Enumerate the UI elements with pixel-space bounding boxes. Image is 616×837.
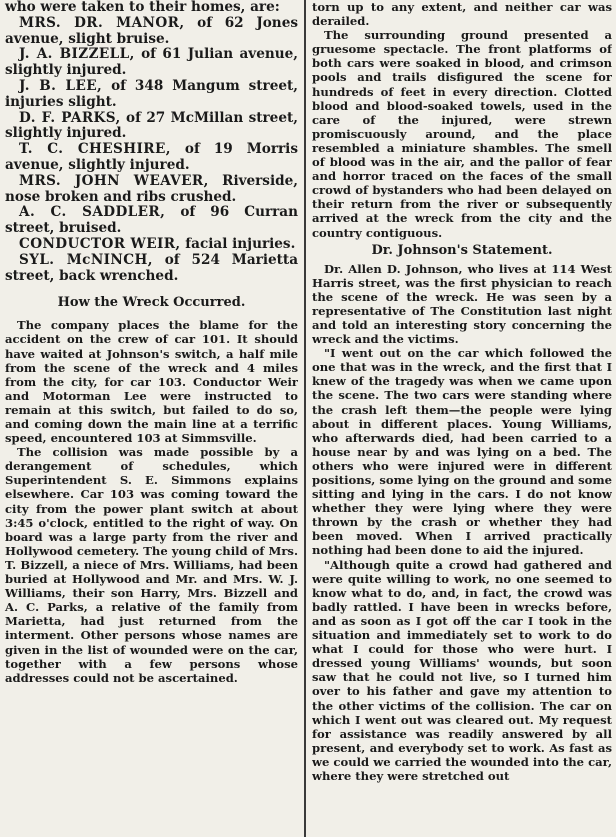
wounded-entry <box>5 79 298 111</box>
wounded-name: J. B. LEE, <box>19 77 103 94</box>
wounded-entry <box>5 174 298 206</box>
wounded-detail: of 524 Marietta street, back wrenched. <box>5 251 298 284</box>
wounded-name: CONDUCTOR WEIR, <box>19 235 181 252</box>
wounded-name: MRS. JOHN WEAVER, <box>19 172 209 189</box>
wounded-detail: Riverside, nose broken and ribs crushed. <box>5 172 298 205</box>
wounded-detail: of 96 Curran street, bruised. <box>5 204 298 237</box>
wounded-entry <box>5 111 298 143</box>
article-paragraph: The collision was made possible by a derangement of schedules, which Superintendent S. E. Simmons explains elsewhere. Car 103 was coming toward the city from the power plant switch at about 3:45 o'clock, entitled to the right of way. On board was a large party from the river and Hollywood cemetery. The young child of Mrs. T. Bizzell, a niece of Mrs. Williams, had been buried at Hollywood and Mr. and Mrs. W. J. Williams, their son Harry, Mrs. Bizzell and A. C. Parks, a relative of the family from Marietta, had just returned from the interment. Other persons whose names are given in the list of wounded were on the car, together with a few persons whose addresses could not be ascertained. <box>5 445 298 685</box>
wounded-entry <box>5 142 298 174</box>
wounded-entry <box>5 253 298 285</box>
article-paragraph: Dr. Allen D. Johnson, who lives at 114 West Harris street, was the first physician to reach the scene of the wreck. He was seen by a representative of The Constitution last night and told an interesting story concerning the wreck and the victims. <box>312 261 612 347</box>
wounded-detail: facial injuries. <box>185 235 296 252</box>
article-paragraph: torn up to any extent, and neither car was derailed. <box>312 0 612 29</box>
article-paragraph: "Although quite a crowd had gathered and were quite willing to work, no one seemed to know what to do, and, in fact, the crowd was badly rattled. I have been in wrecks before, and as soon as I got off the car I took in the situation and immediately set to work to do what I could for those who were hurt. I dressed young Williams' wounds, but soon saw that he could not live, so I turned him over to his father and gave my attention to the other victims of the collision. The car on which I went out was cleared out. My request for assistance was readily answered by all present, and everybody set to work. As fast as we could we carried the wounded into the car, where they were stretched out <box>312 557 612 783</box>
wounded-detail: of 19 Morris avenue, slightly injured. <box>5 141 298 173</box>
article-paragraph: The company places the blame for the accident on the crew of car 101. It should have waited at Johnson's switch, a half mile from the scene of the wreck and 4 miles from the city, for car 103. Conductor Weir and Motorman Lee were instructed to remain at this switch, but failed to do so, and coming down the main line at a terrific speed, encountered 103 at Simmsville. <box>5 318 298 446</box>
column-rule <box>304 0 306 837</box>
wounded-name: SYL. McNINCH, <box>19 251 153 268</box>
wounded-intro: who were taken to their homes, are: <box>5 0 280 15</box>
wounded-name: T. C. CHESHIRE, <box>19 141 171 158</box>
wounded-entry <box>5 237 298 253</box>
wounded-name: A. C. SADDLER, <box>19 204 166 221</box>
section-heading-johnson: Dr. Johnson's Statement. <box>371 242 553 258</box>
article-paragraph: The surrounding ground presented a gruesome spectacle. The front platforms of both cars were soaked in blood, and crimson pools and trails disfigured the scene for hundreds of feet in every direction. Clotted blood and blood-soaked towels, used in the care of the injured, were strewn promiscuously around, and the place resembled a miniature shambles. The smell of blood was in the air, and the pallor of fear and horror traced on the faces of the small crowd of bystanders who had been delayed on their return from the river or subsequently arrived at the wreck from the city and the country contiguous. <box>312 28 612 240</box>
wounded-name: MRS. DR. MANOR, <box>19 14 185 31</box>
wounded-entry <box>5 16 298 48</box>
wounded-entry <box>5 47 298 79</box>
section-heading-how: How the Wreck Occurred. <box>57 295 246 311</box>
wounded-entry <box>5 205 298 237</box>
wounded-detail: of 27 McMillan street, slightly injured. <box>5 109 298 142</box>
left-column <box>0 0 298 685</box>
wounded-detail: of 62 Jones avenue, slight bruise. <box>5 14 298 47</box>
right-column <box>312 0 612 783</box>
wounded-name: D. F. PARKS, <box>19 109 121 126</box>
article-paragraph: "I went out on the car which followed the one that was in the wreck, and the first that I knew of the tragedy was when we came upon the scene. The two cars were standing where the crash left them—the people were lying about in different places. Young Williams, who afterwards died, had been carried to a house near by and was lying on a bed. The others who were injured were in different positions, some lying on the ground and some sitting and lying in the cars. I do not know whether they were lying where they were thrown by the crash or whether they had been moved. When I arrived practically nothing had been done to aid the injured. <box>312 346 612 558</box>
wounded-detail: of 61 Julian avenue, slightly injured. <box>5 46 298 79</box>
wounded-name: J. A. BIZZELL, <box>19 46 135 63</box>
wounded-detail: of 348 Mangum street, injuries slight. <box>5 77 298 110</box>
